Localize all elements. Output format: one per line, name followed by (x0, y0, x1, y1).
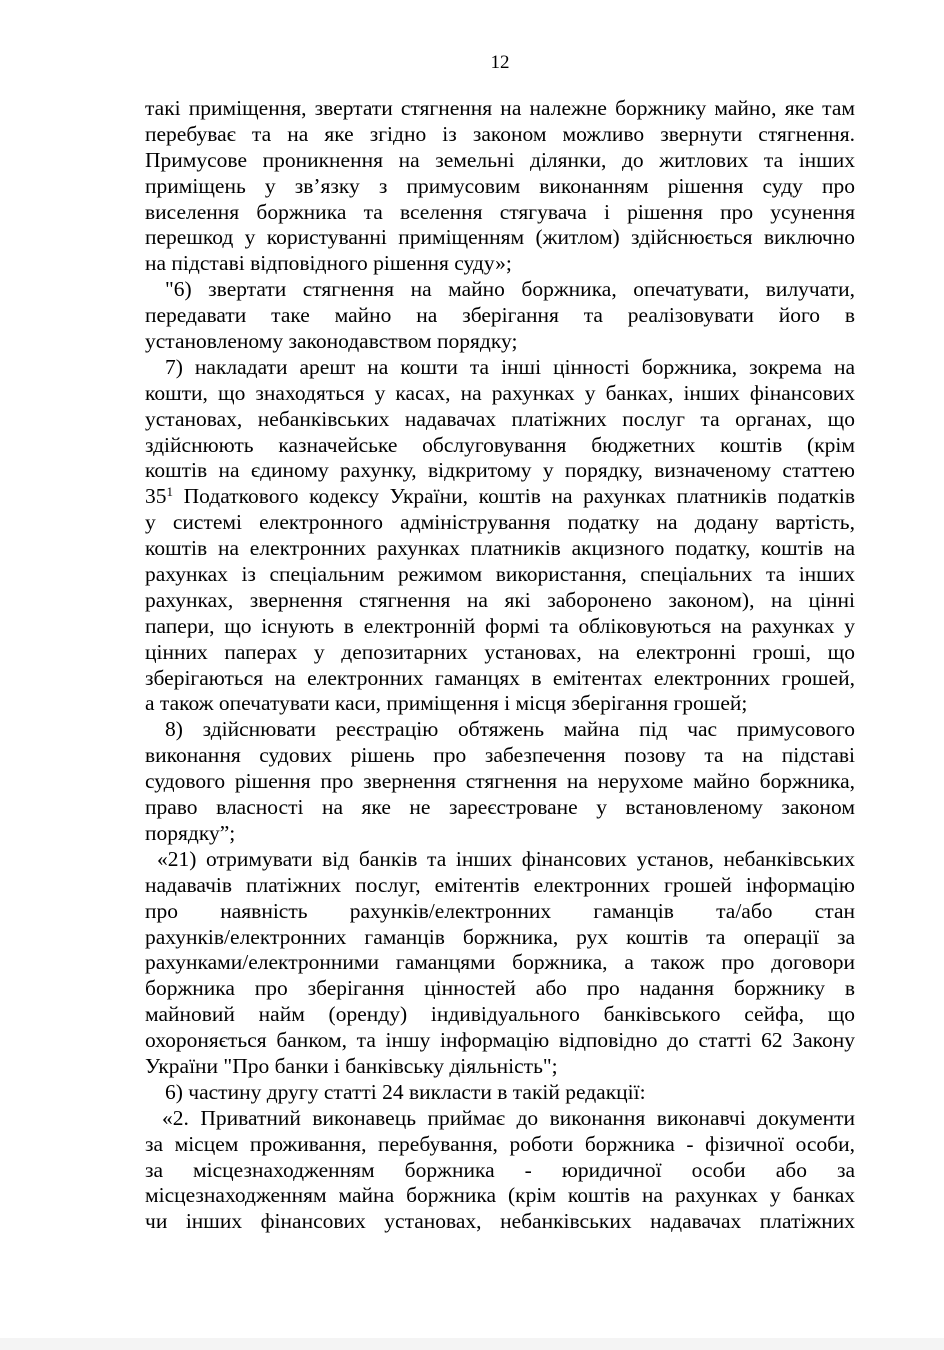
text-line: Примусове проникнення на земельні ділянки, до житлових та інших (145, 147, 855, 172)
text-line: коштів на єдиному рахунку, відкритому у порядку, визначеному статтею (145, 458, 855, 483)
text-line: майновий найм (оренду) індивідуального банківського сейфа, що (145, 1002, 855, 1027)
paragraph-start-item-7: 7) накладати арешт на кошти та інші цінності боржника, зокрема на (165, 354, 855, 379)
text-line: боржника про зберігання цінностей або про надання боржнику в (145, 976, 855, 1001)
text-line: чи інших фінансових установах, небанківських надавачах платіжних (145, 1209, 855, 1234)
paragraph-start-part-2: «2. Приватний виконавець приймає до виконання виконавчі документи (162, 1105, 855, 1130)
paragraph-start-item-21: «21) отримувати від банків та інших фінансових установ, небанківських (157, 846, 855, 871)
text-line: рахунками/електронними гаманцями боржника, а також про договори (145, 950, 855, 975)
text-line-with-superscript (145, 484, 855, 510)
text-line: папери, що існують в електронній формі та обліковуються на рахунках у (145, 613, 855, 638)
text-line: перешкод у користуванні приміщенням (житлом) здійснюється виключно (145, 225, 855, 250)
text-line: рахунків/електронних гаманців боржника, рух коштів та операції за (145, 924, 855, 949)
text-line: установах, небанківських надавачах платіжних послуг та органах, що (145, 406, 855, 431)
text-line: про наявність рахунків/електронних гаманців та/або стан (145, 898, 855, 923)
text-line: зберігаються на електронних гаманцях в емітентах електронних грошей, (145, 665, 855, 690)
text-line: порядку”; (145, 820, 236, 845)
text-line: цінних паперах у депозитарних установах, на електронні гроші, що (145, 639, 855, 664)
text-line: право власності на яке не зареєстроване у встановленому законом (145, 795, 855, 820)
text-line: рахунках із спеціальним режимом використання, спеціальних та інших (145, 562, 855, 587)
text-line: здійснюють казначейське обслуговування бюджетних коштів (крім (145, 432, 855, 457)
text-line: а також опечатувати каси, приміщення і місця зберігання грошей; (145, 691, 748, 716)
article-number: 35 (145, 484, 167, 509)
text-line: приміщень у зв’язку з примусовим виконанням рішення суду про (145, 173, 855, 198)
text-line: перебуває та на яке згідно із законом можливо звернути стягнення. (145, 121, 855, 146)
text-line: кошти, що знаходяться у касах, на рахунках у банках, інших фінансових (145, 380, 855, 405)
text-line: у системі електронного адміністрування податку на додану вартість, (145, 510, 855, 535)
text-line: на підставі відповідного рішення суду»; (145, 251, 512, 276)
text-line-rest: Податкового кодексу України, коштів на рахунках платників податків (173, 484, 855, 509)
text-line: рахунках, звернення стягнення на які заборонено законом), на цінні (145, 587, 855, 612)
text-line: виконання судових рішень про забезпечення позову та на підставі (145, 743, 855, 768)
text-line: надавачів платіжних послуг, емітентів електронних грошей інформацію (145, 872, 855, 897)
text-line: судового рішення про звернення стягнення на нерухоме майно боржника, (145, 769, 855, 794)
text-line: охороняється банком, та іншу інформацію відповідно до статті 62 Закону (145, 1028, 855, 1053)
text-line: за місцем проживання, перебування, роботи боржника - фізичної особи, (145, 1131, 855, 1156)
text-line: за місцезнаходженням боржника - юридичної особи або за (145, 1157, 855, 1182)
document-body (145, 96, 855, 1235)
paragraph-start-item-8: 8) здійснювати реєстрацію обтяжень майна під час примусового (165, 717, 855, 742)
text-line: України "Про банки і банківську діяльність"; (145, 1053, 558, 1078)
text-line: передавати таке майно на зберігання та реалізовувати його в (145, 303, 855, 328)
paragraph-amendment-6: 6) частину другу статті 24 викласти в такій редакції: (165, 1079, 646, 1104)
text-line: виселення боржника та вселення стягувача і рішення про усунення (145, 199, 855, 224)
text-line: місцезнаходженням майна боржника (крім коштів на рахунках у банках (145, 1183, 855, 1208)
page-number: 12 (490, 52, 510, 73)
text-line: коштів на електронних рахунках платників акцизного податку, коштів на (145, 536, 855, 561)
paragraph-start-item-6: "6) звертати стягнення на майно боржника, опечатувати, вилучати, (165, 277, 855, 302)
superscript: 1 (166, 484, 173, 500)
text-line: установленому законодавством порядку; (145, 329, 518, 354)
page-bottom-edge (0, 1338, 944, 1350)
text-line: такі приміщення, звертати стягнення на належне боржнику майно, яке там (145, 96, 855, 120)
